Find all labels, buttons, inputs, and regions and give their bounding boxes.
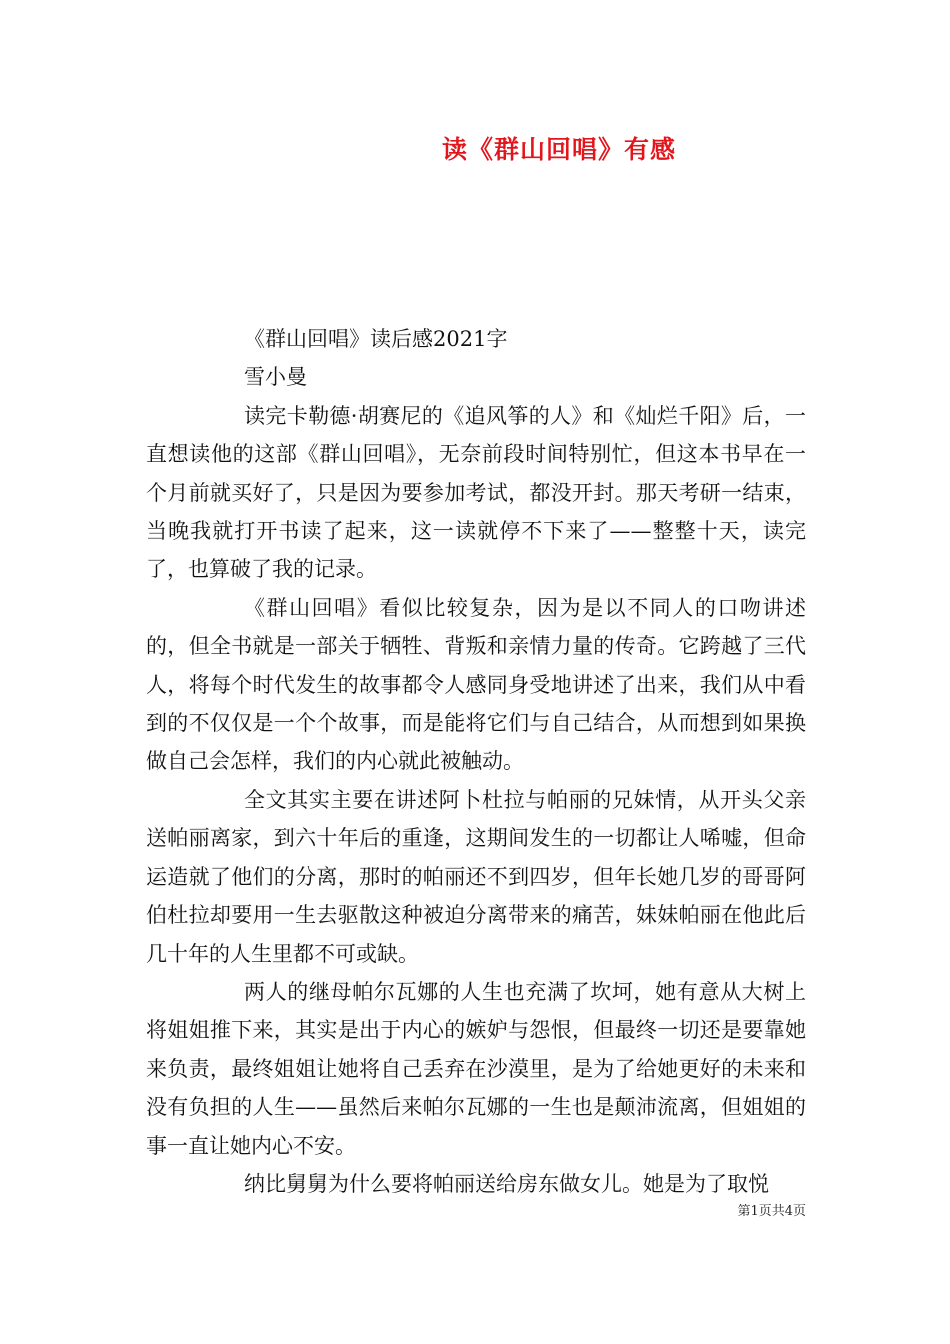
- paragraph: 读完卡勒德·胡赛尼的《追风筝的人》和《灿烂千阳》后，一直想读他的这部《群山回唱》，无奈前段时间特别忙，但这本书早在一个月前就买好了，只是因为要参加考试，都没开封。那天考研一结束，当晚我就打开书读了起来，这一读就停不下来了——整整十天，读完了，也算破了我的记录。: [146, 403, 806, 582]
- paragraph: 纳比舅舅为什么要将帕丽送给房东做女儿。她是为了取悦: [244, 1171, 769, 1196]
- author-line: 雪小曼: [244, 365, 307, 390]
- paragraph: 全文其实主要在讲述阿卜杜拉与帕丽的兄妹情，从开头父亲送帕丽离家，到六十年后的重逢，这期间发生的一切都让人唏嘘，但命运造就了他们的分离，那时的帕丽还不到四岁，但年长她几岁的哥哥阿伯杜拉却要用一生去驱散这种被迫分离带来的痛苦，妹妹帕丽在他此后几十年的人生里都不可或缺。: [146, 787, 806, 966]
- subtitle-line: 《群山回唱》读后感2021字: [244, 327, 508, 351]
- page-number: 第1页共4页: [737, 1204, 806, 1219]
- document-body: [146, 320, 806, 1203]
- page-footer: [0, 1203, 806, 1221]
- paragraph: 两人的继母帕尔瓦娜的人生也充满了坎坷，她有意从大树上将姐姐推下来，其实是出于内心的嫉妒与怨恨，但最终一切还是要靠她来负责，最终姐姐让她将自己丢弃在沙漠里，是为了给她更好的未来和没有负担的人生——虽然后来帕尔瓦娜的一生也是颠沛流离，但姐姐的事一直让她内心不安。: [146, 979, 806, 1158]
- paragraph: 《群山回唱》看似比较复杂，因为是以不同人的口吻讲述的，但全书就是一部关于牺牲、背叛和亲情力量的传奇。它跨越了三代人，将每个时代发生的故事都令人感同身受地讲述了出来，我们从中看到的不仅仅是一个个故事，而是能将它们与自己结合，从而想到如果换做自己会怎样，我们的内心就此被触动。: [146, 595, 806, 774]
- document-title: 读《群山回唱》有感: [441, 135, 676, 164]
